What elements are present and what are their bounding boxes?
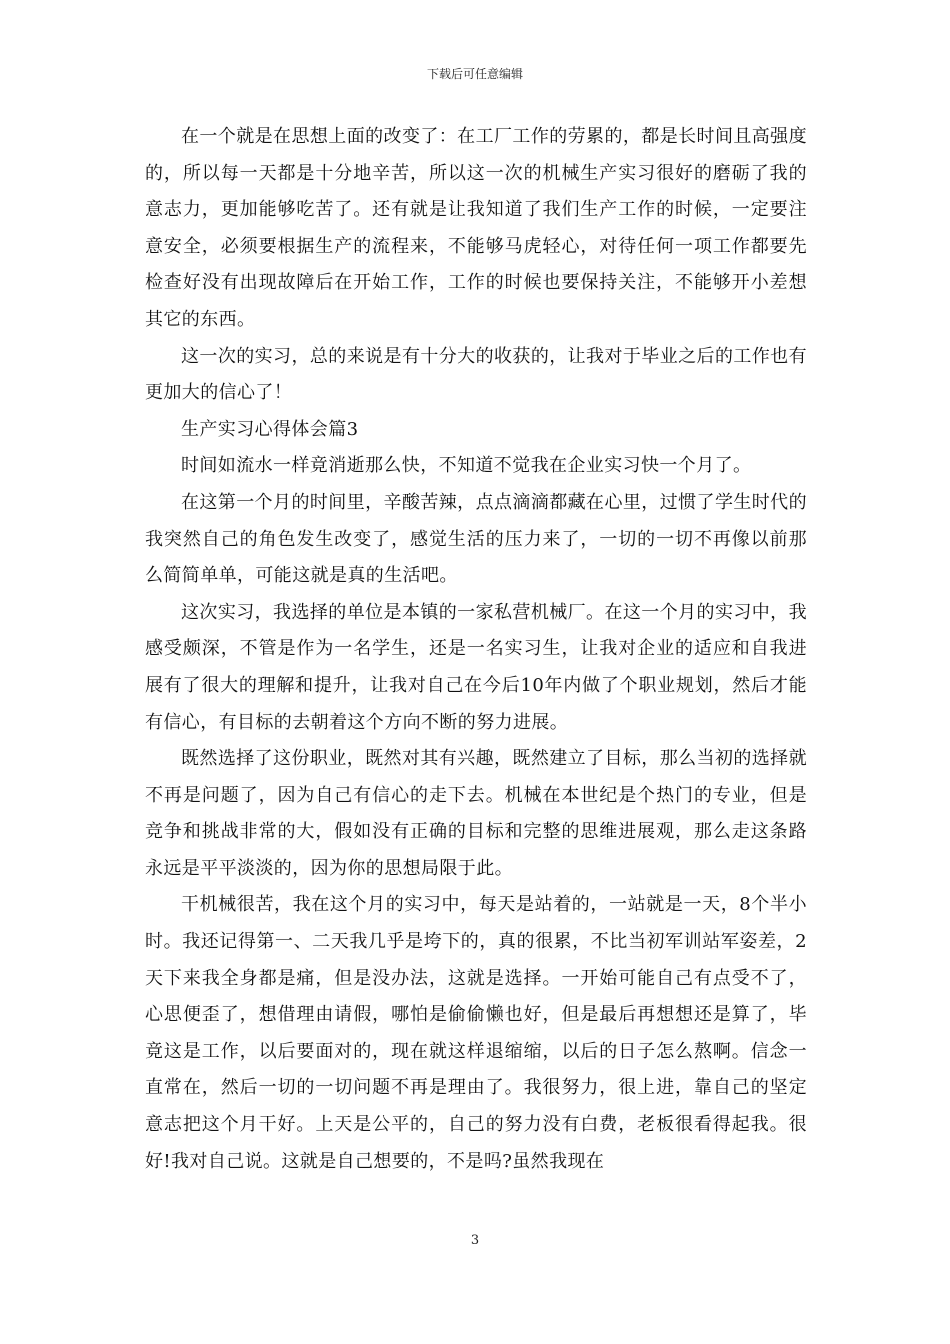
document-body <box>145 119 807 1180</box>
paragraph: 时间如流水一样竟消逝那么快，不知道不觉我在企业实习快一个月了。 <box>181 455 752 477</box>
paragraph: 这一次的实习，总的来说是有十分大的收获的，让我对于毕业之后的工作也有更加大的信心了！ <box>145 345 807 404</box>
paragraph: 干机械很苦，我在这个月的实习中，每天是站着的，一站就是一天，8个半小时。我还记得第一、二天我几乎是垮下的，真的很累，不比当初军训站军姿差，2天下来我全身都是痛，但是没办法，这就是选择。一开始可能自己有点受不了，心思便歪了，想借理由请假，哪怕是偷偷懒也好，但是最后再想想还是算了，毕竟这是工作，以后要面对的，现在就这样退缩缩，以后的日子怎么熬啊。信念一直常在，然后一切的一切问题不再是理由了。我很努力，很上进，靠自己的坚定意志把这个月干好。上天是公平的，自己的努力没有白费，老板很看得起我。很好!我对自己说。这就是自己想要的，不是吗?虽然我现在 <box>145 894 807 1172</box>
paragraph: 在一个就是在思想上面的改变了：在工厂工作的劳累的，都是长时间且高强度的，所以每一天都是十分地辛苦，所以这一次的机械生产实习很好的磨砺了我的意志力，更加能够吃苦了。还有就是让我知道了我们生产工作的时候，一定要注意安全，必须要根据生产的流程来，不能够马虎轻心，对待任何一项工作都要先检查好没有出现故障后在开始工作，工作的时候也要保持关注，不能够开小差想其它的东西。 <box>145 126 807 330</box>
page-header: 下载后可任意编辑 <box>426 67 523 81</box>
paragraph: 在这第一个月的时间里，辛酸苦辣，点点滴滴都藏在心里，过惯了学生时代的我突然自己的角色发生改变了，感觉生活的压力来了，一切的一切不再像以前那么简简单单，可能这就是真的生活吧。 <box>145 491 807 587</box>
paragraph: 既然选择了这份职业，既然对其有兴趣，既然建立了目标，那么当初的选择就不再是问题了，因为自己有信心的走下去。机械在本世纪是个热门的专业，但是竞争和挑战非常的大，假如没有正确的目标和完整的思维进展观，那么走这条路永远是平平淡淡的，因为你的思想局限于此。 <box>145 748 807 879</box>
page-number: 3 <box>470 1233 480 1248</box>
paragraph: 这次实习，我选择的单位是本镇的一家私营机械厂。在这一个月的实习中，我感受颇深，不管是作为一名学生，还是一名实习生，让我对企业的适应和自我进展有了很大的理解和提升，让我对自己在今后10年内做了个职业规划，然后才能有信心，有目标的去朝着这个方向不断的努力进展。 <box>145 601 807 733</box>
section-heading: 生产实习心得体会篇3 <box>181 418 359 440</box>
